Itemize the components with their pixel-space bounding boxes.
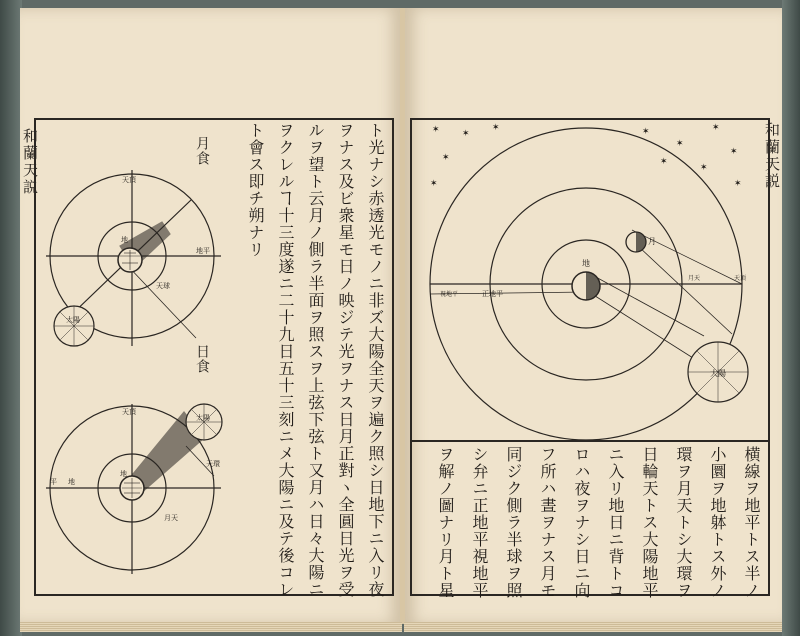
right-text-col-5: ニ入リ地日ニ背トコ	[606, 446, 625, 599]
svg-text:✶: ✶	[492, 123, 500, 133]
left-text-col-5: ト會ス即チ朔ナリ	[246, 122, 265, 258]
lunar-sun-label: 太陽	[66, 316, 80, 324]
lunar-horizon-label: 地平	[196, 247, 210, 255]
right-text-col-2: 小圜ヲ地躰トス外ノ	[708, 446, 727, 599]
solar-horizon-left-label: 平	[50, 478, 57, 486]
right-frame-divider	[410, 440, 768, 442]
solar-earth-label: 地	[120, 470, 127, 478]
right-text-col-4: 日輪天トス大陽地平	[640, 446, 659, 599]
solar-sun-label: 太陽	[196, 414, 210, 422]
right-page-stack	[404, 622, 782, 632]
solar-eclipse-heading: 日食	[194, 344, 210, 374]
svg-text:✶: ✶	[730, 147, 738, 157]
svg-text:✶: ✶	[442, 153, 450, 163]
lunar-eclipse-diagram	[36, 160, 226, 360]
left-text-col-2: ヲナス及ビ衆星モ日ノ映ジテ光ヲナス日月正對ヽ全圓日光ヲ受	[336, 122, 355, 598]
right-text-col-9: シ弁ニ正地平視地平	[470, 446, 489, 599]
svg-text:✶: ✶	[660, 157, 668, 167]
right-text-col-3: 環ヲ月天トシ大環ヲ	[674, 446, 693, 599]
svg-text:✶: ✶	[676, 139, 684, 149]
right-margin-title: 和蘭天説	[763, 122, 781, 190]
left-text-col-3: ルヲ望ト云月ノ側ラ半面ヲ照スヲ上弦下弦ト又月ハ日々大陽ニ	[306, 122, 325, 598]
apparent-horizon-label: 視地平	[440, 291, 459, 298]
solar-horizon-right-label: 地	[68, 478, 75, 486]
solar-zenith-label: 天頂	[122, 408, 136, 416]
right-text-col-10: ヲ解ノ圖ナリ月ト星	[436, 446, 455, 599]
lunar-zenith-label: 天頂	[122, 176, 136, 184]
earth-label: 地	[582, 259, 590, 268]
sun-label: 大陽	[710, 369, 726, 378]
svg-text:✶: ✶	[712, 123, 720, 133]
right-text-col-8: 同ジク側ラ半球ヲ照	[504, 446, 523, 599]
lunar-earth-label: 地	[121, 236, 128, 244]
left-cover-edge	[0, 0, 22, 636]
svg-text:✶: ✶	[432, 125, 440, 135]
zenith-label: 天頂	[734, 275, 747, 282]
right-text-col-1: 横線ヲ地平トス半ノ	[742, 446, 761, 599]
left-text-col-4: ヲクレルヿ十三度遂ニ二十九日五十三刻ニメ大陽ニ及テ後コレ	[276, 122, 295, 598]
moon-orbit-label: 月天	[688, 275, 701, 282]
solar-ecliptic-label: 天環	[206, 460, 220, 468]
svg-text:✶: ✶	[462, 129, 470, 139]
svg-text:✶: ✶	[430, 179, 438, 189]
left-text-col-1: ト光ナシ赤透光モノニ非ズ大陽全天ヲ遍ク照シ日地下ニ入リ夜	[366, 122, 385, 598]
solar-moon-orbit-label: 月天	[164, 514, 178, 522]
svg-text:✶: ✶	[734, 179, 742, 189]
solar-eclipse-diagram	[36, 396, 226, 590]
true-horizon-label: 正地平	[482, 290, 503, 298]
right-text-col-6: ロハ夜ヲナシ日ニ向	[572, 446, 591, 599]
right-cover-edge	[782, 0, 800, 636]
horizon-diagram	[412, 120, 766, 440]
moon-label: 月	[648, 237, 656, 246]
gutter	[400, 8, 405, 624]
svg-text:✶: ✶	[642, 127, 650, 137]
left-page-stack	[20, 622, 402, 632]
lunar-eclipse-heading: 月食	[194, 136, 210, 166]
lunar-ecliptic-label: 天球	[156, 282, 170, 290]
right-text-col-7: フ所ハ晝ヲナス月モ	[538, 446, 557, 599]
svg-text:✶: ✶	[700, 163, 708, 173]
left-margin-title: 和蘭天説	[21, 128, 39, 196]
